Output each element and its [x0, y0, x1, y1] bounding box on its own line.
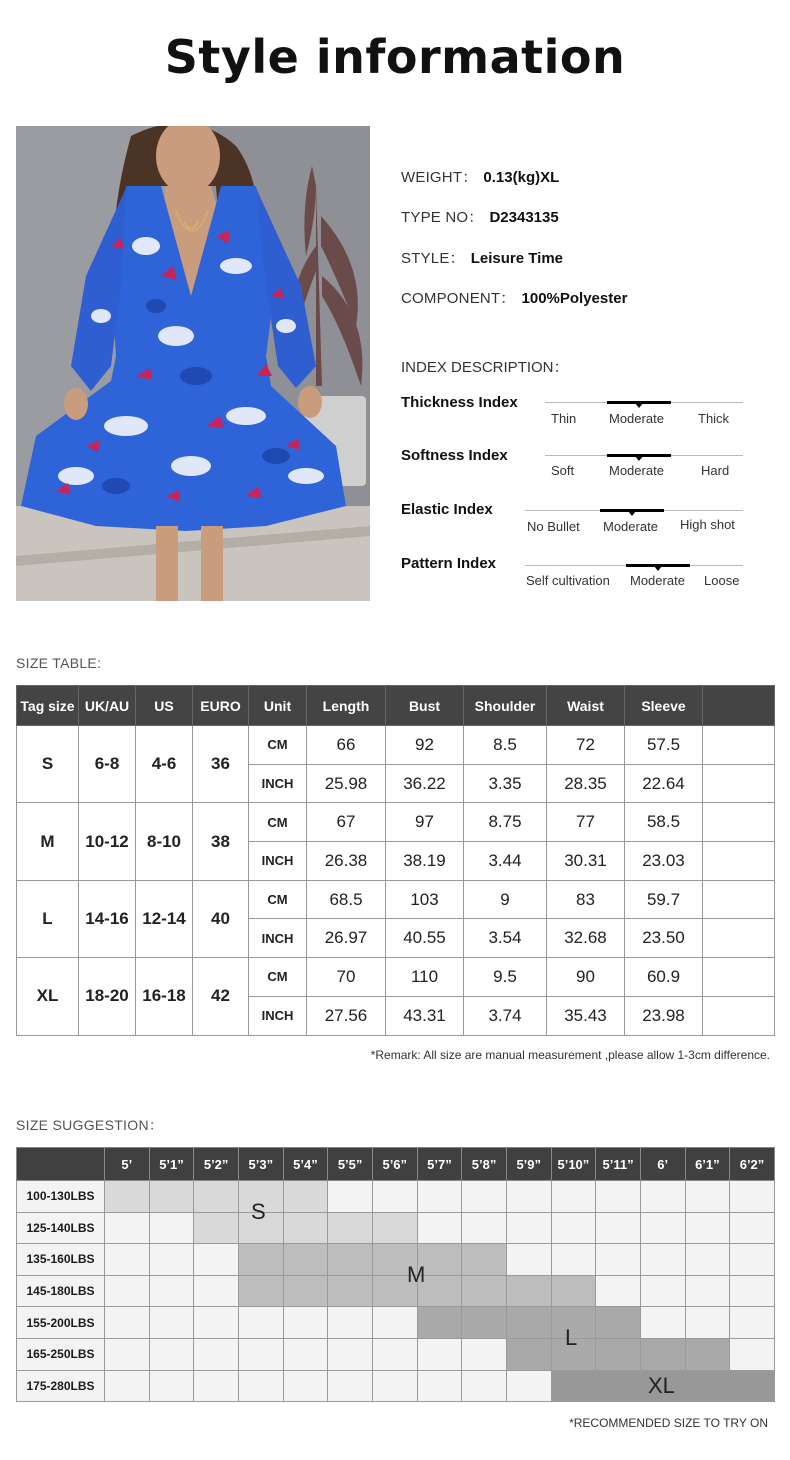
- size-table-cell: 42: [193, 958, 249, 1035]
- size-table-row: [17, 880, 775, 919]
- size-table-cell: [703, 726, 775, 765]
- suggestion-row: [17, 1244, 775, 1276]
- size-table-cell: XL: [17, 958, 79, 1035]
- empty-cell: [506, 1212, 551, 1244]
- elastic-mid-label: Moderate: [603, 519, 658, 534]
- page-title: Style information: [164, 30, 626, 84]
- size-table-cell: 16-18: [136, 958, 193, 1035]
- size-zone-cell-l: [506, 1338, 551, 1370]
- empty-cell: [149, 1370, 194, 1402]
- empty-cell: [506, 1370, 551, 1402]
- size-suggestion-label: SIZE SUGGESTION：: [16, 1117, 164, 1133]
- size-table-cell: 18-20: [79, 958, 136, 1035]
- size-table-cell: 103: [386, 880, 464, 919]
- size-zone-cell-m: [328, 1275, 373, 1307]
- size-table-header-cell: Shoulder: [464, 686, 547, 726]
- size-zone-cell-m: [283, 1244, 328, 1276]
- empty-cell: [372, 1338, 417, 1370]
- size-zone-cell-xl: [596, 1370, 641, 1402]
- size-table-cell: 43.31: [386, 996, 464, 1035]
- size-zone-cell-xl: [730, 1370, 775, 1402]
- size-table-cell: 68.5: [307, 880, 386, 919]
- size-zone-cell-s: [283, 1212, 328, 1244]
- size-zone-cell-l: [596, 1338, 641, 1370]
- size-zone-cell-l: [462, 1307, 507, 1339]
- size-table-header-cell: [703, 686, 775, 726]
- empty-cell: [640, 1307, 685, 1339]
- empty-cell: [149, 1212, 194, 1244]
- empty-cell: [730, 1181, 775, 1213]
- size-table-header: [17, 686, 775, 726]
- size-table-cell: 30.31: [547, 842, 625, 881]
- empty-cell: [328, 1370, 373, 1402]
- size-zone-cell-m: [462, 1275, 507, 1307]
- size-zone-cell-l: [506, 1307, 551, 1339]
- component-key: COMPONENT：: [401, 290, 516, 307]
- empty-cell: [105, 1244, 150, 1276]
- empty-cell: [105, 1307, 150, 1339]
- size-table-header-cell: Unit: [249, 686, 307, 726]
- size-table-cell: 6-8: [79, 726, 136, 803]
- thickness-high-label: Thick: [698, 411, 730, 426]
- empty-cell: [372, 1370, 417, 1402]
- size-table-cell: 28.35: [547, 764, 625, 803]
- size-table-header-cell: US: [136, 686, 193, 726]
- softness-index-tick: [635, 456, 643, 461]
- height-header-cell: 5’6”: [372, 1148, 417, 1181]
- pattern-mid-label: Moderate: [630, 573, 685, 588]
- size-zone-cell-s: [194, 1212, 239, 1244]
- empty-cell: [105, 1275, 150, 1307]
- size-table-label: SIZE TABLE:: [16, 655, 102, 671]
- size-table-cell: 36.22: [386, 764, 464, 803]
- size-table-cell: 3.54: [464, 919, 547, 958]
- size-table-header-cell: EURO: [193, 686, 249, 726]
- size-zone-cell-s: [283, 1181, 328, 1213]
- empty-cell: [551, 1181, 596, 1213]
- height-header-cell: 5’2”: [194, 1148, 239, 1181]
- empty-cell: [417, 1370, 462, 1402]
- size-table-cell: 92: [386, 726, 464, 765]
- empty-cell: [640, 1275, 685, 1307]
- size-zone-cell-l: [596, 1307, 641, 1339]
- size-table-cell: 23.03: [625, 842, 703, 881]
- empty-cell: [283, 1370, 328, 1402]
- size-table-cell: 12-14: [136, 880, 193, 957]
- elastic-low-label: No Bullet: [527, 519, 580, 534]
- product-photo: [16, 126, 370, 601]
- size-table-cell: 58.5: [625, 803, 703, 842]
- empty-cell: [105, 1338, 150, 1370]
- size-table-row: [17, 803, 775, 842]
- size-table-header-cell: Bust: [386, 686, 464, 726]
- empty-cell: [372, 1181, 417, 1213]
- size-zone-cell-m: [238, 1244, 283, 1276]
- empty-cell: [596, 1244, 641, 1276]
- size-zone-cell-m: [551, 1275, 596, 1307]
- empty-cell: [283, 1338, 328, 1370]
- size-table-cell: CM: [249, 803, 307, 842]
- empty-cell: [462, 1212, 507, 1244]
- size-table-cell: INCH: [249, 996, 307, 1035]
- size-table-cell: [703, 803, 775, 842]
- empty-cell: [640, 1181, 685, 1213]
- size-table-cell: 23.50: [625, 919, 703, 958]
- height-header-cell: 5’11”: [596, 1148, 641, 1181]
- size-zone-cell-m: [283, 1275, 328, 1307]
- size-table-cell: 3.35: [464, 764, 547, 803]
- size-table-cell: INCH: [249, 764, 307, 803]
- suggestion-row: [17, 1307, 775, 1339]
- size-zone-cell-m: [506, 1275, 551, 1307]
- size-table-cell: 32.68: [547, 919, 625, 958]
- size-table-cell: [703, 764, 775, 803]
- empty-cell: [685, 1307, 730, 1339]
- suggestion-corner-cell: [17, 1148, 105, 1181]
- size-table-cell: 40: [193, 880, 249, 957]
- size-zone-m: M: [407, 1262, 426, 1287]
- size-table-row: [17, 726, 775, 765]
- empty-cell: [238, 1307, 283, 1339]
- size-table-cell: 90: [547, 958, 625, 997]
- softness-high-label: Hard: [701, 463, 730, 478]
- empty-cell: [328, 1338, 373, 1370]
- empty-cell: [685, 1244, 730, 1276]
- empty-cell: [730, 1338, 775, 1370]
- size-table: [16, 685, 775, 1036]
- height-header-cell: 5’10”: [551, 1148, 596, 1181]
- empty-cell: [105, 1370, 150, 1402]
- pattern-low-label: Self cultivation: [526, 573, 610, 588]
- weight-label-cell: 165-250LBS: [17, 1338, 105, 1370]
- size-table-cell: INCH: [249, 842, 307, 881]
- size-table-cell: 35.43: [547, 996, 625, 1035]
- size-table-cell: 14-16: [79, 880, 136, 957]
- empty-cell: [685, 1212, 730, 1244]
- empty-cell: [328, 1181, 373, 1213]
- size-table-cell: 70: [307, 958, 386, 997]
- empty-cell: [551, 1212, 596, 1244]
- index-description-label: INDEX DESCRIPTION：: [401, 359, 569, 376]
- empty-cell: [506, 1181, 551, 1213]
- pattern-index-label: Pattern Index: [401, 555, 497, 572]
- size-table-cell: 97: [386, 803, 464, 842]
- size-zone-cell-xl: [551, 1370, 596, 1402]
- thickness-index-tick: [635, 403, 643, 408]
- size-table-cell: 26.97: [307, 919, 386, 958]
- size-table-cell: 59.7: [625, 880, 703, 919]
- suggestion-row: [17, 1338, 775, 1370]
- type-key: TYPE NO：: [401, 209, 484, 226]
- size-table-cell: [703, 996, 775, 1035]
- size-table-cell: 8.5: [464, 726, 547, 765]
- weight-label-cell: 175-280LBS: [17, 1370, 105, 1402]
- size-table-cell: L: [17, 880, 79, 957]
- size-zone-cell-l: [640, 1338, 685, 1370]
- empty-cell: [506, 1244, 551, 1276]
- size-zone-cell-l: [685, 1338, 730, 1370]
- height-header-cell: 5’4”: [283, 1148, 328, 1181]
- empty-cell: [194, 1307, 239, 1339]
- size-zone-cell-m: [238, 1275, 283, 1307]
- suggestion-row: [17, 1275, 775, 1307]
- empty-cell: [372, 1307, 417, 1339]
- elastic-index-tick: [628, 511, 636, 516]
- size-table-cell: S: [17, 726, 79, 803]
- elastic-index-label: Elastic Index: [401, 501, 493, 518]
- size-zone-cell-s: [372, 1212, 417, 1244]
- empty-cell: [194, 1338, 239, 1370]
- weight-row: [401, 166, 559, 187]
- height-header-cell: 6’: [640, 1148, 685, 1181]
- empty-cell: [730, 1275, 775, 1307]
- size-table-header-cell: Waist: [547, 686, 625, 726]
- height-header-cell: 5’3”: [238, 1148, 283, 1181]
- size-zone-xl: XL: [648, 1373, 675, 1398]
- empty-cell: [417, 1181, 462, 1213]
- empty-cell: [462, 1338, 507, 1370]
- height-header-cell: 5’8”: [462, 1148, 507, 1181]
- empty-cell: [283, 1307, 328, 1339]
- empty-cell: [328, 1307, 373, 1339]
- component-value: 100%Polyester: [521, 290, 628, 307]
- empty-cell: [194, 1370, 239, 1402]
- size-table-cell: INCH: [249, 919, 307, 958]
- size-zone-cell-m: [328, 1244, 373, 1276]
- weight-key: WEIGHT：: [401, 169, 478, 186]
- size-table-cell: 27.56: [307, 996, 386, 1035]
- size-table-cell: 67: [307, 803, 386, 842]
- height-header-cell: 5’7”: [417, 1148, 462, 1181]
- size-table-cell: [703, 880, 775, 919]
- height-header-cell: 5’5”: [328, 1148, 373, 1181]
- empty-cell: [551, 1244, 596, 1276]
- size-table-cell: 25.98: [307, 764, 386, 803]
- empty-cell: [685, 1181, 730, 1213]
- size-table-cell: 3.44: [464, 842, 547, 881]
- size-table-cell: 110: [386, 958, 464, 997]
- empty-cell: [149, 1338, 194, 1370]
- size-zone-l: L: [565, 1325, 578, 1350]
- empty-cell: [640, 1212, 685, 1244]
- weight-label-cell: 100-130LBS: [17, 1181, 105, 1213]
- size-zone-cell-s: [194, 1181, 239, 1213]
- size-table-cell: 26.38: [307, 842, 386, 881]
- size-remark: *Remark: All size are manual measurement ,please allow 1-3cm difference.: [370, 1048, 770, 1062]
- height-header-cell: 5’9”: [506, 1148, 551, 1181]
- softness-mid-label: Moderate: [609, 463, 664, 478]
- empty-cell: [730, 1212, 775, 1244]
- size-zone-cell-l: [417, 1307, 462, 1339]
- empty-cell: [730, 1307, 775, 1339]
- thickness-low-label: Thin: [551, 411, 577, 426]
- size-table-cell: 38.19: [386, 842, 464, 881]
- size-table-header-cell: Length: [307, 686, 386, 726]
- height-header-cell: 5’1”: [149, 1148, 194, 1181]
- style-key: STYLE：: [401, 250, 465, 267]
- size-table-cell: 4-6: [136, 726, 193, 803]
- size-zone-cell-s: [328, 1212, 373, 1244]
- size-table-cell: 8-10: [136, 803, 193, 880]
- size-table-cell: 72: [547, 726, 625, 765]
- empty-cell: [194, 1244, 239, 1276]
- empty-cell: [596, 1212, 641, 1244]
- softness-index-label: Softness Index: [401, 447, 508, 464]
- empty-cell: [149, 1307, 194, 1339]
- size-suggestion-table: [16, 1147, 775, 1402]
- size-table-header-cell: Sleeve: [625, 686, 703, 726]
- size-zone-cell-s: [149, 1181, 194, 1213]
- weight-label-cell: 125-140LBS: [17, 1212, 105, 1244]
- suggestion-row: [17, 1181, 775, 1213]
- type-row: [401, 206, 559, 227]
- weight-label-cell: 155-200LBS: [17, 1307, 105, 1339]
- size-table-header-cell: UK/AU: [79, 686, 136, 726]
- empty-cell: [596, 1275, 641, 1307]
- empty-cell: [462, 1181, 507, 1213]
- size-table-cell: 57.5: [625, 726, 703, 765]
- suggestion-row: [17, 1212, 775, 1244]
- size-table-cell: 9: [464, 880, 547, 919]
- empty-cell: [596, 1181, 641, 1213]
- size-table-cell: 83: [547, 880, 625, 919]
- size-table-row: [17, 958, 775, 997]
- empty-cell: [149, 1275, 194, 1307]
- size-table-cell: 36: [193, 726, 249, 803]
- empty-cell: [640, 1244, 685, 1276]
- size-zone-s: S: [251, 1199, 266, 1224]
- size-table-cell: M: [17, 803, 79, 880]
- size-table-cell: CM: [249, 880, 307, 919]
- thickness-mid-label: Moderate: [609, 411, 664, 426]
- size-zone-cell-m: [462, 1244, 507, 1276]
- size-table-cell: 38: [193, 803, 249, 880]
- size-table-cell: [703, 919, 775, 958]
- size-suggestion-header: [17, 1148, 775, 1181]
- empty-cell: [105, 1212, 150, 1244]
- component-row: [401, 287, 627, 308]
- size-table-cell: CM: [249, 726, 307, 765]
- empty-cell: [194, 1275, 239, 1307]
- height-header-cell: 5’: [105, 1148, 150, 1181]
- style-value: Leisure Time: [470, 250, 563, 267]
- empty-cell: [149, 1244, 194, 1276]
- weight-value: 0.13(kg)XL: [483, 169, 560, 186]
- height-header-cell: 6’2”: [730, 1148, 775, 1181]
- pattern-index-tick: [654, 566, 662, 571]
- weight-label-cell: 145-180LBS: [17, 1275, 105, 1307]
- size-table-cell: 66: [307, 726, 386, 765]
- size-table-cell: [703, 842, 775, 881]
- weight-label-cell: 135-160LBS: [17, 1244, 105, 1276]
- empty-cell: [238, 1370, 283, 1402]
- size-zone-cell-xl: [685, 1370, 730, 1402]
- empty-cell: [417, 1338, 462, 1370]
- empty-cell: [685, 1275, 730, 1307]
- thickness-index-label: Thickness Index: [401, 394, 518, 411]
- empty-cell: [462, 1370, 507, 1402]
- size-table-cell: 60.9: [625, 958, 703, 997]
- pattern-high-label: Loose: [704, 573, 740, 588]
- empty-cell: [730, 1244, 775, 1276]
- style-row: [401, 247, 563, 268]
- size-zone-cell-s: [105, 1181, 150, 1213]
- size-table-cell: 3.74: [464, 996, 547, 1035]
- size-table-cell: 9.5: [464, 958, 547, 997]
- size-table-cell: 23.98: [625, 996, 703, 1035]
- softness-low-label: Soft: [551, 463, 575, 478]
- size-table-cell: [703, 958, 775, 997]
- empty-cell: [238, 1338, 283, 1370]
- size-table-cell: 40.55: [386, 919, 464, 958]
- size-table-cell: CM: [249, 958, 307, 997]
- size-table-cell: 77: [547, 803, 625, 842]
- height-header-cell: 6’1”: [685, 1148, 730, 1181]
- size-table-header-cell: Tag size: [17, 686, 79, 726]
- elastic-high-label: High shot: [680, 517, 735, 532]
- type-value: D2343135: [489, 209, 559, 226]
- recommended-footnote: *RECOMMENDED SIZE TO TRY ON: [569, 1416, 768, 1430]
- size-table-cell: 10-12: [79, 803, 136, 880]
- size-table-cell: 22.64: [625, 764, 703, 803]
- empty-cell: [417, 1212, 462, 1244]
- size-table-cell: 8.75: [464, 803, 547, 842]
